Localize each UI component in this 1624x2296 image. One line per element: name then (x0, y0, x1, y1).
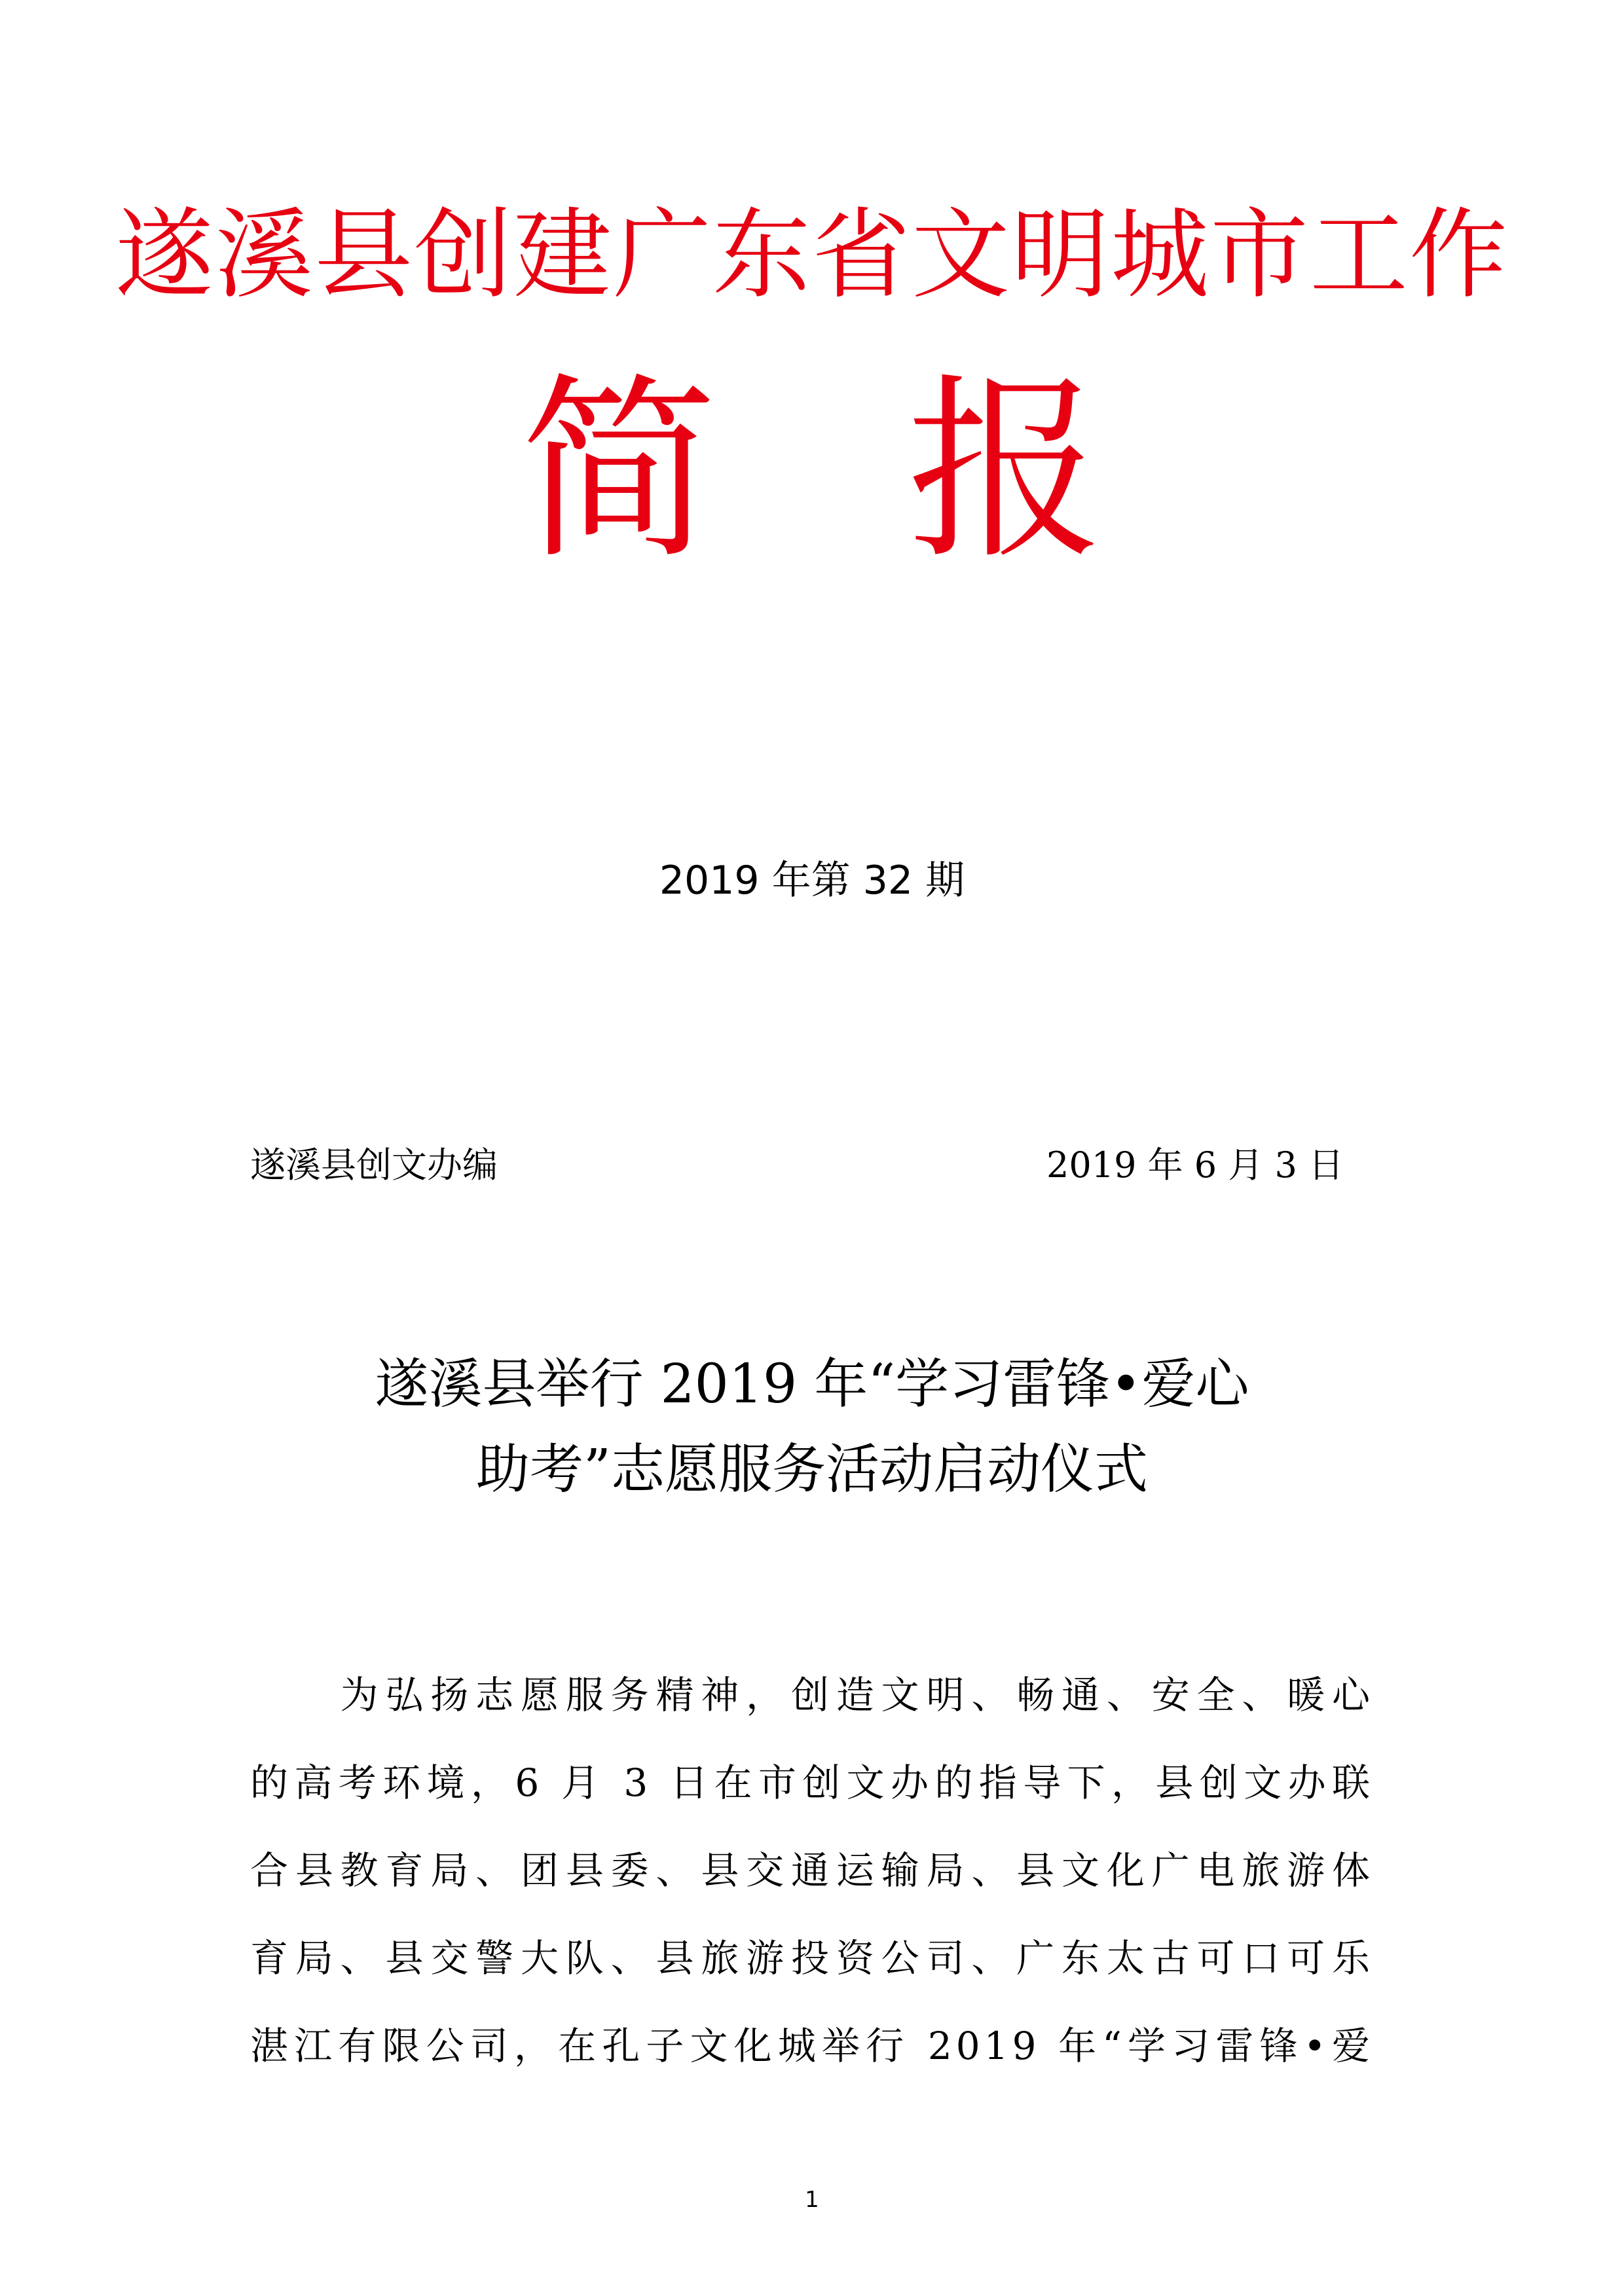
body-paragraph-line: 合县教育局、团县委、县交通运输局、县文化广电旅游体 (250, 1848, 1374, 1893)
bulletin-big-char-1: 简 (521, 357, 717, 585)
publish-date: 2019 年 6 月 3 日 (1046, 1144, 1344, 1186)
bulletin-big-char-2: 报 (907, 357, 1103, 585)
bulletin-header-title: 遂溪县创建广东省文明城市工作 (115, 198, 1509, 312)
article-title-line: 遂溪县举行 2019 年“学习雷锋•爱心 (375, 1353, 1249, 1415)
body-paragraph-line: 的高考环境，6 月 3 日在市创文办的指导下，县创文办联 (250, 1760, 1374, 1805)
article-title-line: 助考”志愿服务活动启动仪式 (476, 1438, 1148, 1501)
body-paragraph-line: 湛江有限公司，在孔子文化城举行 2019 年“学习雷锋•爱 (250, 2024, 1374, 2068)
article-title (250, 1342, 1374, 1512)
page-number: 1 (805, 2187, 819, 2213)
article-body (250, 1651, 1374, 2090)
body-paragraph-line: 为弘扬志愿服务精神，创造文明、畅通、安全、暖心 (250, 1673, 1374, 1717)
body-paragraph-line: 育局、县交警大队、县旅游投资公司、广东太古可口可乐 (250, 1936, 1374, 1980)
bulletin-header-big-title (0, 357, 1624, 585)
issue-number: 2019 年第 32 期 (659, 858, 965, 903)
editor-label: 遂溪县创文办编 (250, 1144, 498, 1186)
